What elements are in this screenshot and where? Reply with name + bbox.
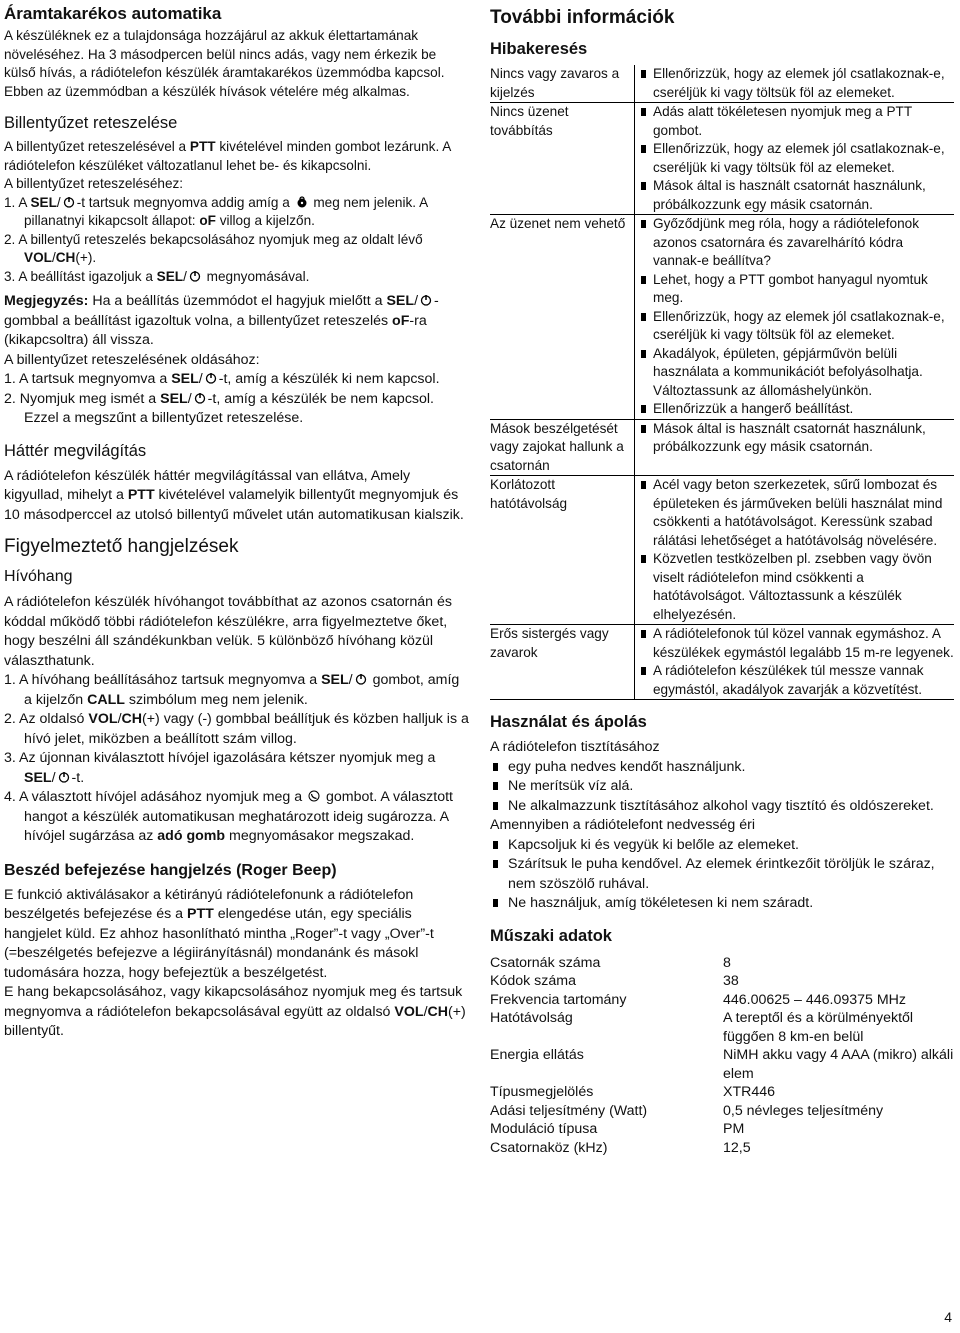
spec-value: 446.00625 – 446.09375 MHz xyxy=(723,991,907,1008)
list-item: Ellenőrizzük, hogy az elemek jól csatlakoznak-e, cseréljük ki vagy töltsük föl az elemeket. xyxy=(635,308,954,345)
alerts-title: Figyelmeztető hangjelzések xyxy=(4,536,239,557)
table-row xyxy=(490,215,954,420)
problem-cell: Az üzenet nem vehető xyxy=(490,215,635,420)
spec-label: Csatornák száma xyxy=(490,954,601,971)
unlock-intro: A billentyűzet reteszelésének oldásához: xyxy=(4,351,260,368)
lock-icon xyxy=(296,196,308,208)
care-moisture-list xyxy=(490,836,956,914)
spec-value: 0,5 névleges teljesítmény xyxy=(723,1102,884,1119)
list-item: Ellenőrizzük, hogy az elemek jól csatlakoznak-e, cseréljük ki vagy töltsük föl az elemeket. xyxy=(635,65,954,102)
list-item: Mások által is használt csatornát használunk, próbálkozzunk egy másik csatornán. xyxy=(635,420,954,457)
roger-beep-title: Beszéd befejezése hangjelzés (Roger Beep) xyxy=(4,861,337,879)
spec-row xyxy=(490,991,954,1010)
spec-label: Hatótávolság xyxy=(490,1010,573,1026)
spec-row xyxy=(490,954,954,973)
spec-label: Kódok száma xyxy=(490,973,576,989)
spec-value: NiMH akku vagy 4 AAA (mikro) alkáli elem xyxy=(723,1047,954,1082)
specs-title: Műszaki adatok xyxy=(490,926,612,945)
care-intro: A rádiótelefon tisztításához xyxy=(490,739,660,755)
solution-cell xyxy=(635,103,955,215)
list-item: Acél vagy beton szerkezetek, sűrű lombozat és épületeken és járműveken belüli használat mind csökkenti a hatótávolságot. Keressünk szabad rálátási lehetőséget a hatótávolság növelésére. xyxy=(635,476,954,550)
spec-value: 12,5 xyxy=(723,1139,751,1156)
keylock-step-1: 1. A SEL/ -t tartsuk megnyomva addig amíg a meg nem jelenik. A pillanatnyi kikapcsolt állapot: oF villog a kijelzőn. xyxy=(4,194,428,228)
spec-label: Moduláció típusa xyxy=(490,1121,598,1137)
spec-value: 8 xyxy=(723,954,731,971)
list-item: Ellenőrizzük a hangerő beállítást. xyxy=(635,400,954,419)
list-item: Közvetlen testközelben pl. zsebben vagy övön viselt rádiótelefon mind csökkenti a hatótávolságot. Változtassunk a készülék elhelyezésén. xyxy=(635,550,954,624)
list-item: Mások által is használt csatornát használunk, próbálkozzunk egy másik csatornán. xyxy=(635,177,954,214)
power-icon xyxy=(194,392,206,404)
problem-cell: Nincs üzenet továbbítás xyxy=(490,103,635,215)
left-column xyxy=(4,0,470,1042)
unlock-step-2: 2. Nyomjuk meg ismét a SEL/ -t, amíg a készülék be nem kapcsol. Ezzel a megszűnt a billentyűzet reteszelése. xyxy=(4,390,434,426)
power-icon xyxy=(205,372,217,384)
spec-row xyxy=(490,1102,954,1121)
list-item: egy puha nedves kendőt használjunk. xyxy=(490,758,956,778)
table-row xyxy=(490,476,954,625)
spec-label: Adási teljesítmény (Watt) xyxy=(490,1102,648,1119)
call-icon xyxy=(308,790,320,802)
spec-label: Csatornaköz (kHz) xyxy=(490,1139,608,1156)
right-column xyxy=(490,0,956,1157)
spec-value: PM xyxy=(723,1121,745,1137)
list-item: A rádiótelefon készülékek túl messze vannak egymástól, akadályok zavarják a közvetítést. xyxy=(635,662,954,699)
spec-row xyxy=(490,1083,954,1102)
solution-cell xyxy=(635,215,955,420)
spec-value: A tereptől és a körülményektől függően 8 km-en belül xyxy=(723,1010,914,1045)
power-icon xyxy=(189,270,201,282)
unlock-step-1: 1. A tartsuk megnyomva a SEL/ -t, amíg a készülék ki nem kapcsol. xyxy=(4,371,440,387)
calltone-step-3: 3. Az újonnan kiválasztott hívójel igazolására kétszer nyomjuk meg a SEL/ -t. xyxy=(4,750,436,786)
list-item: Győződjünk meg róla, hogy a rádiótelefonok azonos csatornára és zavarelhárító kódra vannak-e beállítva? xyxy=(635,215,954,271)
table-row xyxy=(490,65,954,103)
keylock-step-2: 2. A billentyű reteszelés bekapcsolásához nyomjuk meg az oldalt lévő VOL/CH(+). xyxy=(4,231,423,265)
list-item: Kapcsoljuk ki és vegyük ki belőle az elemeket. xyxy=(490,836,956,856)
care-cleaning-list xyxy=(490,758,956,817)
backlight-title: Háttér megvilágítás xyxy=(4,441,147,460)
power-saving-text: A készüléknek ez a tulajdonsága hozzájárul az akkuk élettartamának növeléséhez. Ha 3 másodpercen belül nincs adás, vagy nem érkezik be külső hívás, a rádiótelefon készülék áramtakarékos üzemmódba kapcsol. Ebben az üzemmódban a készülék hívások vételére még alkalmas. xyxy=(4,28,445,99)
spec-row xyxy=(490,1120,954,1139)
list-item: Adás alatt tökéletesen nyomjuk meg a PTT gombot. xyxy=(635,103,954,140)
care-title: Használat és ápolás xyxy=(490,713,647,731)
list-item: A rádiótelefonok túl közel vannak egymáshoz. A készülékek egymástól legalább 15 m-re legyenek. xyxy=(635,625,954,662)
roger-beep-text: E funkció aktiválásakor a kétirányú rádiótelefonunk a rádiótelefon beszélgetés befejezése és a PTT elengedése után, egy speciális hangjelet küld. Ez ahhoz hasonlítható mintha „Roger”-t vagy „Over”-t (=beszélgetés befejezve a légiirányításnál) mondanánk és másokl tudomására hozza, hogy befejeztük a beszélgetést. xyxy=(4,886,434,981)
keylock-how: A billentyűzet reteszeléséhez: xyxy=(4,176,184,191)
solution-cell xyxy=(635,476,955,625)
list-item: Szárítsuk le puha kendővel. Az elemek érintkezőit töröljük le száraz, nem szöszölő ruhával. xyxy=(490,855,956,894)
more-info-title: További információk xyxy=(490,7,675,28)
keylock-step-3: 3. A beállítást igazoljuk a SEL/ megnyomásával. xyxy=(4,268,310,284)
list-item: Ne alkalmazzunk tisztításához alkohol vagy tisztító és oldószereket. xyxy=(490,797,956,817)
problem-cell: Erős sistergés vagy zavarok xyxy=(490,625,635,700)
table-row xyxy=(490,419,954,476)
keylock-title: Billentyűzet reteszelése xyxy=(4,114,178,132)
table-row xyxy=(490,103,954,215)
problem-cell: Korlátozott hatótávolság xyxy=(490,476,635,625)
troubleshooting-table xyxy=(490,65,954,700)
specs-table xyxy=(490,954,954,1158)
page-number: 4 xyxy=(944,1309,952,1325)
list-item: Akadályok, épületen, gépjárművön belüli használata a kommunikációt befolyásolhatja. Változtassunk az állomáshelyünkön. xyxy=(635,345,954,401)
keylock-intro: A billentyűzet reteszelésével a PTT kivételével minden gombot lezárunk. A rádiótelefon készüléket változatlanul lehet be- és kikapcsolni. xyxy=(4,139,451,173)
list-item: Lehet, hogy a PTT gombot hanyagul nyomtuk meg. xyxy=(635,271,954,308)
solution-cell xyxy=(635,625,955,700)
keylock-note: Megjegyzés: Ha a beállítás üzemmódot el hagyjuk mielőtt a SEL/ -gombbal a beállítást igazoltuk volna, a billentyűzet reteszelés oF-ra (kikapcsoltra) áll vissza. xyxy=(4,293,439,348)
power-icon xyxy=(58,771,70,783)
care-moisture-intro: Amennyiben a rádiótelefont nedvesség éri xyxy=(490,817,756,833)
spec-value: 38 xyxy=(723,973,739,989)
problem-cell: Nincs vagy zavaros a kijelzés xyxy=(490,65,635,103)
list-item: Ne merítsük víz alá. xyxy=(490,777,956,797)
spec-row xyxy=(490,1009,954,1046)
list-item: Ne használjuk, amíg tökéletesen ki nem száradt. xyxy=(490,894,956,914)
troubleshooting-title: Hibakeresés xyxy=(490,40,588,58)
calltone-step-1: 1. A hívóhang beállításához tartsuk megnyomva a SEL/ gombot, amíg a kijelzőn CALL szimbólum meg nem jelenik. xyxy=(4,672,460,708)
spec-row xyxy=(490,1139,954,1158)
spec-label: Frekvencia tartomány xyxy=(490,991,627,1008)
calltone-text: A rádiótelefon készülék hívóhangot továbbíthat az azonos csatornán és kóddal működő többi rádiótelefon készülékre, arra figyelmeztetve őket, hogy beszélni áll szándékunkban velük. 5 különböző hívóhang közül választhatunk. xyxy=(4,594,452,669)
roger-beep-toggle-text: E hang bekapcsolásához, vagy kikapcsolásához nyomjuk meg és tartsuk megnyomva a rádiótelefon bekapcsolásával együtt az oldalsó VOL/CH(+) billentyűt. xyxy=(4,984,466,1039)
power-icon xyxy=(420,294,432,306)
problem-cell: Mások beszélgetését vagy zajokat hallunk a csatornán xyxy=(490,419,635,476)
spec-row xyxy=(490,1046,954,1083)
solution-cell xyxy=(635,419,955,476)
power-icon xyxy=(63,196,75,208)
table-row xyxy=(490,625,954,700)
solution-cell xyxy=(635,65,955,103)
spec-label: Típusmegjelölés xyxy=(490,1084,594,1100)
list-item: Ellenőrizzük, hogy az elemek jól csatlakoznak-e, cseréljük ki vagy töltsük föl az elemeket. xyxy=(635,140,954,177)
spec-row xyxy=(490,972,954,991)
backlight-text: A rádiótelefon készülék háttér megvilágítással van ellátva, Amely kigyullad, mihelyt a PTT kivételével valamelyik billentyűt megnyomjuk és 10 másodperccel az utolsó billentyű művelet után automatikusan kialszik. xyxy=(4,467,464,523)
calltone-title: Hívóhang xyxy=(4,568,73,585)
power-icon xyxy=(355,673,367,685)
spec-label: Energia ellátás xyxy=(490,1047,584,1063)
spec-value: XTR446 xyxy=(723,1084,776,1100)
power-saving-title: Áramtakarékos automatika xyxy=(4,4,222,23)
calltone-step-4: 4. A választott hívójel adásához nyomjuk meg a gombot. A választott hangot a készülék automatikusan meghatározott ideig sugározza. A hívójel sugárzása az adó gomb megnyomásakor megszakad. xyxy=(4,789,453,844)
calltone-step-2: 2. Az oldalsó VOL/CH(+) vagy (-) gombbal beállítjuk és közben halljuk is a hívó jelet, miközben a beállított szám villog. xyxy=(4,711,469,747)
